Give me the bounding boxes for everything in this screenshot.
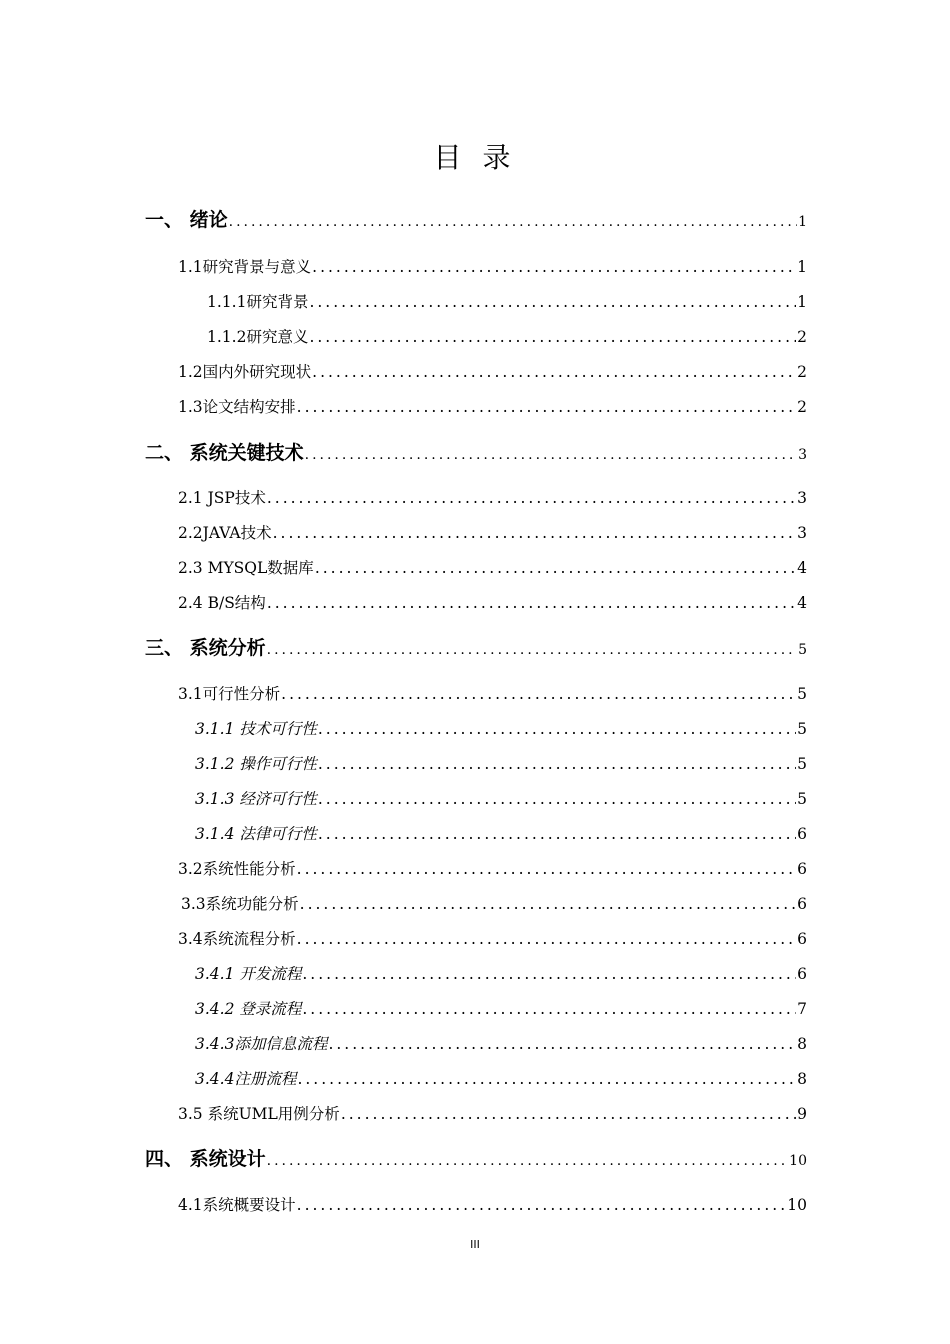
- toc-entry-3-1-4[interactable]: 3.1.4 法律可行性 ..... 6: [195, 822, 807, 844]
- toc-entry-1-1-2[interactable]: 1.1.2研究意义 ..... 2: [207, 325, 807, 347]
- toc-entry-2-3[interactable]: 2.3 MYSQL数据库 ..... 4: [178, 556, 807, 578]
- toc-entry-1-2[interactable]: 1.2国内外研究现状 ..... 2: [178, 360, 807, 382]
- page-number-footer: III: [470, 1238, 480, 1251]
- toc-entry-chapter-1[interactable]: 一、 绪论 ..... 1: [145, 205, 807, 232]
- toc-entry-3-5[interactable]: 3.5 系统UML用例分析 ..... 9: [178, 1102, 807, 1124]
- toc-entry-3-4-4[interactable]: 3.4.4注册流程 ..... 8: [195, 1067, 807, 1089]
- toc-entry-2-4[interactable]: 2.4 B/S结构 ..... 4: [178, 591, 807, 613]
- toc-entry-3-4-3[interactable]: 3.4.3添加信息流程 ..... 8: [195, 1032, 807, 1054]
- toc-entry-3-2[interactable]: 3.2系统性能分析 ..... 6: [178, 857, 807, 879]
- toc-entry-3-1-2[interactable]: 3.1.2 操作可行性 ..... 5: [195, 752, 807, 774]
- toc-entry-chapter-2[interactable]: 二、 系统关键技术 ..... 3: [145, 438, 807, 465]
- toc-entry-2-1[interactable]: 2.1 JSP技术 ..... 3: [178, 486, 807, 508]
- toc-entry-3-4[interactable]: 3.4系统流程分析 ..... 6: [178, 927, 807, 949]
- toc-entry-2-2[interactable]: 2.2JAVA技术 ..... 3: [178, 521, 807, 543]
- toc-entry-1-1[interactable]: 1.1研究背景与意义 ..... 1: [178, 255, 807, 277]
- toc-entry-chapter-3[interactable]: 三、 系统分析 ..... 5: [145, 633, 807, 660]
- toc-entry-1-3[interactable]: 1.3论文结构安排 ..... 2: [178, 395, 807, 417]
- toc-entry-3-3[interactable]: 3.3系统功能分析 ..... 6: [181, 892, 807, 914]
- toc-entry-3-4-2[interactable]: 3.4.2 登录流程 ..... 7: [195, 997, 807, 1019]
- toc-entry-3-1[interactable]: 3.1可行性分析 ..... 5: [178, 682, 807, 704]
- page-title: 目 录: [433, 141, 517, 174]
- toc-entry-chapter-4[interactable]: 四、 系统设计 ..... 10: [145, 1144, 807, 1171]
- toc-entry-1-1-1[interactable]: 1.1.1研究背景 ..... 1: [207, 290, 807, 312]
- toc-entry-3-1-3[interactable]: 3.1.3 经济可行性 ..... 5: [195, 787, 807, 809]
- toc-entry-3-4-1[interactable]: 3.4.1 开发流程 ..... 6: [195, 962, 807, 984]
- toc-entry-4-1[interactable]: 4.1系统概要设计 ..... 10: [178, 1193, 807, 1215]
- toc-entry-3-1-1[interactable]: 3.1.1 技术可行性 ..... 5: [195, 717, 807, 739]
